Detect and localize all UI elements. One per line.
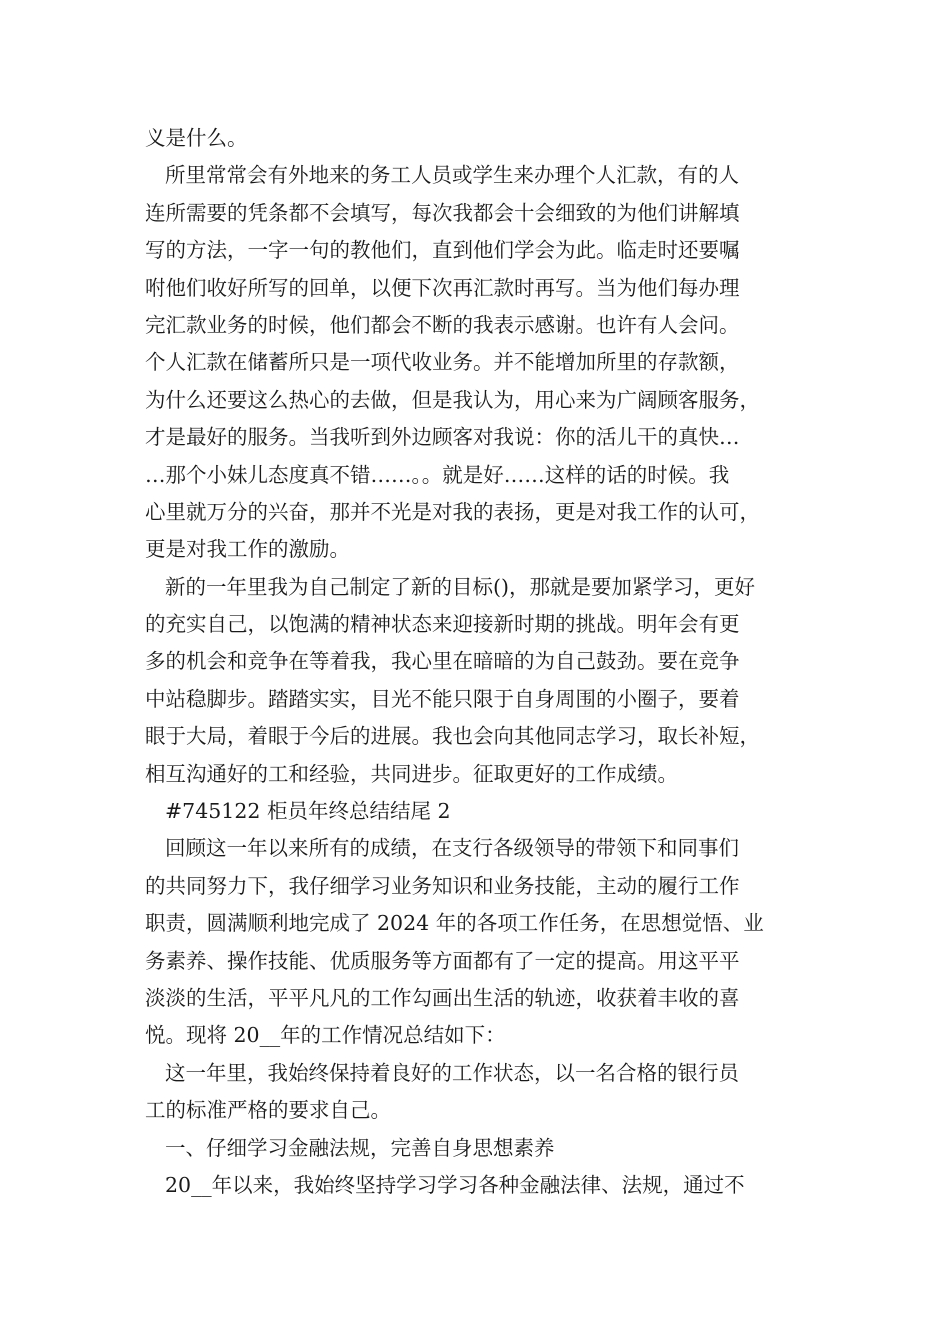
- text-line: 义是什么。: [145, 126, 248, 150]
- text-line: 中站稳脚步。踏踏实实，目光不能只限于自身周围的小圈子，要着: [145, 686, 740, 711]
- text-line: 新的一年里我为自己制定了新的目标()，那就是要加紧学习，更好: [165, 574, 755, 599]
- text-line: 完汇款业务的时候，他们都会不断的我表示感谢。也许有人会问。: [145, 312, 740, 337]
- text-line: …那个小妹儿态度真不错……。。就是好……这样的话的时候。我: [145, 462, 730, 487]
- text-line: 更是对我工作的激励。: [145, 537, 350, 562]
- text-line: 务素养、操作技能、优质服务等方面都有了一定的提高。用这平平: [145, 948, 740, 973]
- text-line: 的充实自己，以饱满的精神状态来迎接新时期的挑战。明年会有更: [145, 612, 740, 637]
- text-line: 个人汇款在储蓄所只是一项代收业务。并不能增加所里的存款额，: [145, 350, 740, 375]
- text-line: 多的机会和竞争在等着我，我心里在暗暗的为自己鼓劲。要在竞争: [145, 649, 740, 674]
- text-line: 为什么还要这么热心的去做，但是我认为，用心来为广阔顾客服务，: [145, 387, 760, 412]
- text-line: 20__年以来，我始终坚持学习学习各种金融法律、法规，通过不: [165, 1172, 745, 1197]
- text-line: 眼于大局，着眼于今后的进展。我也会向其他同志学习，取长补短，: [145, 724, 760, 749]
- text-line: 连所需要的凭条都不会填写，每次我都会十会细致的为他们讲解填: [145, 200, 740, 225]
- text-line: 职责，圆满顺利地完成了 2024 年的各项工作任务，在思想觉悟、业: [145, 911, 764, 936]
- text-line: 才是最好的服务。当我听到外边顾客对我说：你的活儿干的真快…: [145, 425, 740, 450]
- text-line: 这一年里，我始终保持着良好的工作状态，以一名合格的银行员: [165, 1060, 739, 1085]
- text-line: 所里常常会有外地来的务工人员或学生来办理个人汇款，有的人: [165, 163, 739, 188]
- text-line: #745122 柜员年终总结结尾 2: [165, 799, 451, 824]
- text-line: 工的标准严格的要求自己。: [145, 1098, 391, 1123]
- text-line: 一、仔细学习金融法规，完善自身思想素养: [165, 1135, 555, 1160]
- text-line: 回顾这一年以来所有的成绩，在支行各级领导的带领下和同事们: [165, 836, 739, 861]
- text-line: 咐他们收好所写的回单，以便下次再汇款时再写。当为他们每办理: [145, 275, 740, 300]
- text-line: 写的方法，一字一句的教他们，直到他们学会为此。临走时还要嘱: [145, 238, 740, 263]
- document-body: [145, 120, 825, 1204]
- text-line: 的共同努力下，我仔细学习业务知识和业务技能，主动的履行工作: [145, 873, 740, 898]
- text-line: 相互沟通好的工和经验，共同进步。征取更好的工作成绩。: [145, 761, 678, 786]
- text-line: 悦。现将 20__年的工作情况总结如下：: [145, 1023, 506, 1048]
- text-line: 淡淡的生活，平平凡凡的工作勾画出生活的轨迹，收获着丰收的喜: [145, 985, 740, 1010]
- text-line: 心里就万分的兴奋，那并不光是对我的表扬，更是对我工作的认可，: [145, 499, 760, 524]
